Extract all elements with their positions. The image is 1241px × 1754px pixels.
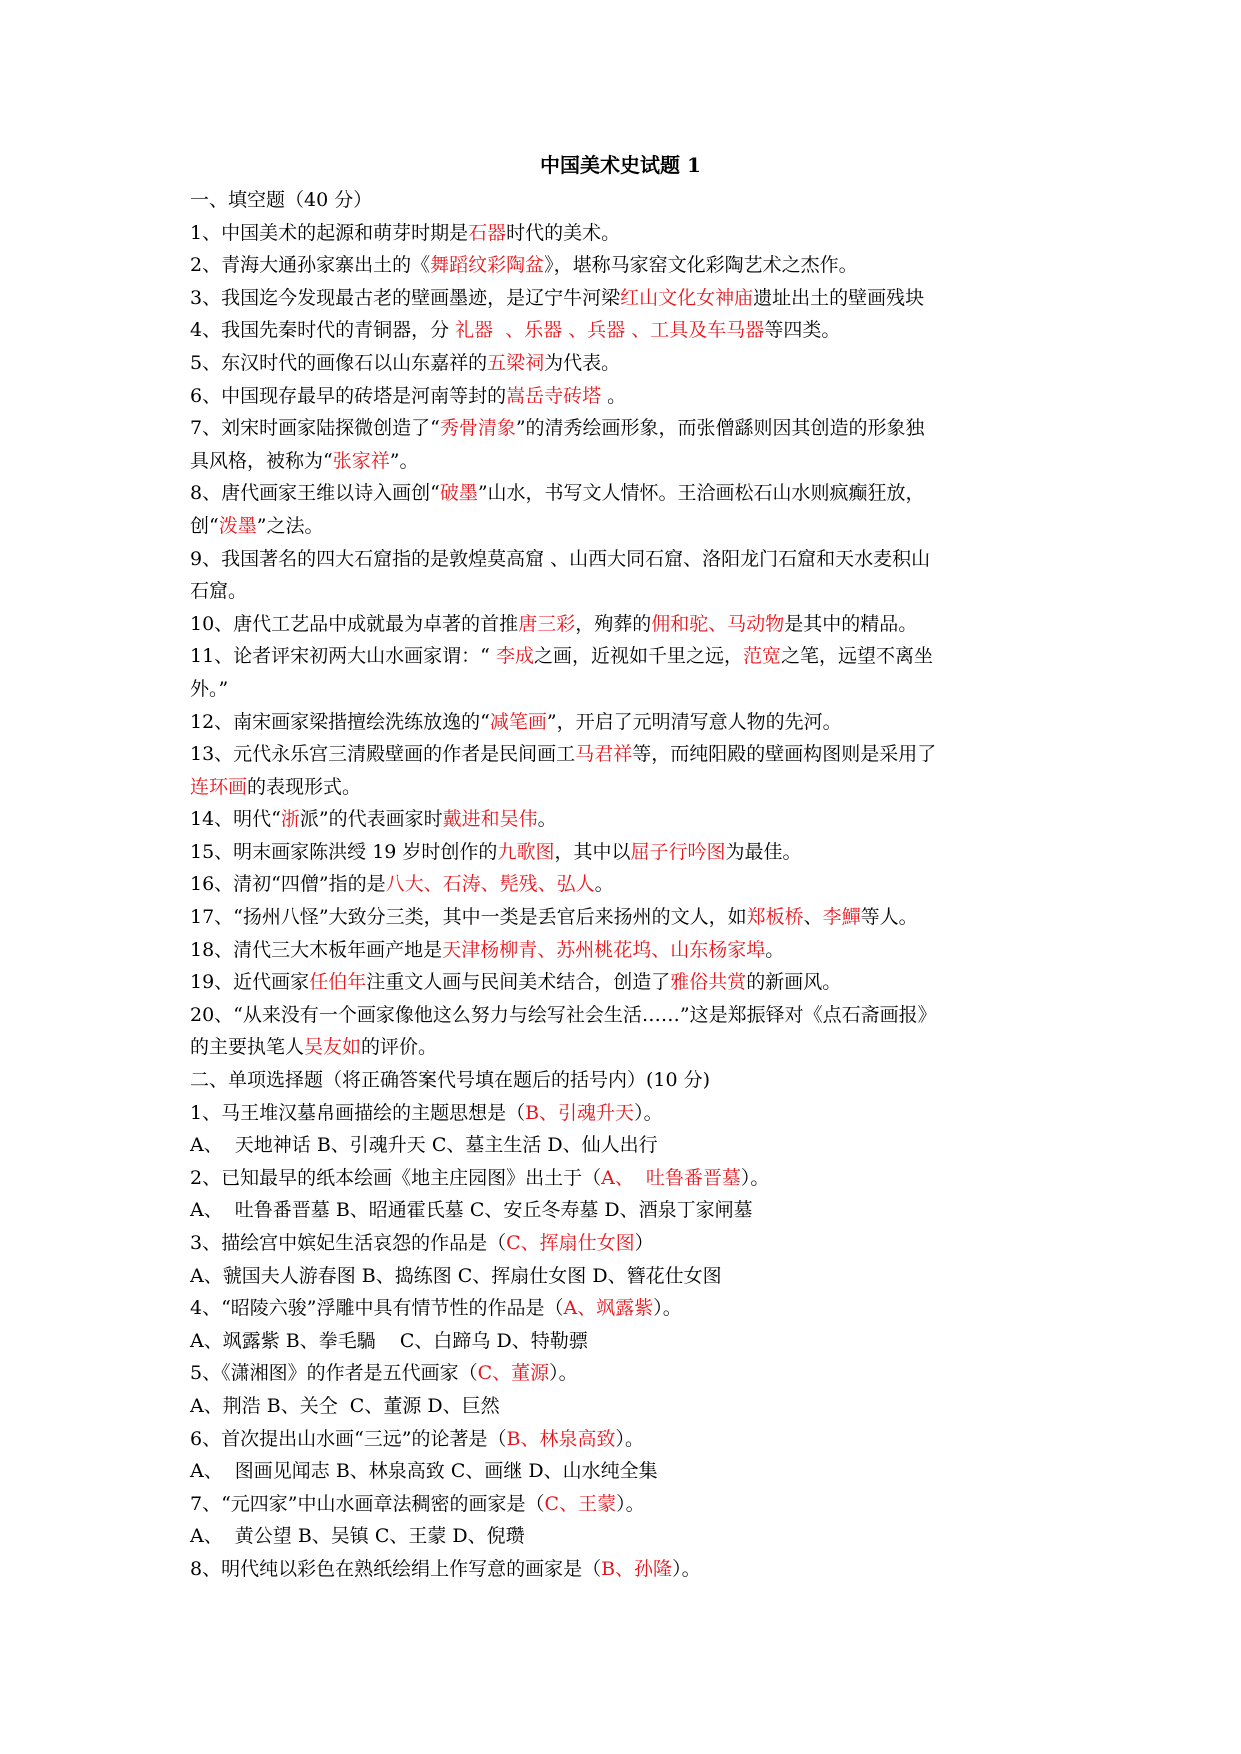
text-line [190, 184, 1060, 217]
question-text: 11、论者评宋初两大山水画家谓：“ [190, 645, 496, 668]
text-line [190, 1129, 1060, 1162]
answer-text: 唐三彩 [518, 612, 576, 635]
text-line [190, 575, 1060, 608]
answer-text: 舞蹈纹彩陶盆 [430, 254, 545, 277]
answer-text: A、飒露紫 [563, 1297, 654, 1320]
text-line [190, 1097, 1060, 1130]
question-text: ）。 [672, 1557, 701, 1580]
question-text: ”。 [389, 449, 419, 472]
question-text: 的表现形式。 [247, 775, 362, 798]
text-line [190, 477, 1060, 510]
text-line [190, 706, 1060, 739]
text-line [190, 1520, 1060, 1553]
answer-text: 任伯年 [309, 971, 367, 994]
document-body [190, 184, 1060, 1586]
question-text: 14、明代“ [190, 808, 281, 831]
question-text: ）。 [653, 1297, 682, 1320]
answer-text: 红山文化女神庙 [620, 286, 754, 309]
question-text: ”之法。 [256, 514, 324, 537]
question-text: 4、“昭陵六骏”浮雕中具有情节性的作品是（ [190, 1297, 564, 1320]
question-text: 是其中的精品。 [784, 612, 918, 635]
question-text: 注重文人画与民间美术结合，创造了 [366, 971, 671, 994]
question-text: 遗址出土的壁画残块 [753, 286, 925, 309]
answer-text: 九歌图 [497, 840, 555, 863]
question-text: ，殉葬的 [575, 612, 652, 635]
question-text: ，其中以 [554, 840, 631, 863]
question-text: 10、唐代工艺品中成就最为卓著的首推 [190, 612, 519, 635]
answer-text: A、 吐鲁番晋墓 [601, 1166, 741, 1189]
text-line [190, 640, 1060, 673]
answer-text: 张家祥 [332, 449, 390, 472]
question-text: 之笔，远望不离坐 [780, 645, 933, 668]
question-text: 等，而纯阳殿的壁画构图则是采用了 [632, 743, 937, 766]
text-line [190, 314, 1060, 347]
question-text: 8、唐代画家王维以诗入画创“ [190, 482, 440, 505]
text-line [190, 1031, 1060, 1064]
question-text: ”的清秀绘画形象，而张僧繇则因其创造的形象独 [515, 417, 925, 440]
question-text: 8、明代纯以彩色在熟纸绘绢上作写意的画家是（ [190, 1557, 602, 1580]
answer-text: 泼墨 [218, 514, 257, 537]
question-text: 。 [537, 808, 557, 831]
text-line [190, 1423, 1060, 1456]
question-text: 为代表。 [544, 351, 621, 374]
answer-text: 天津杨柳青、苏州桃花坞、山东杨家埠 [442, 938, 766, 961]
question-text: 》，堪称马家窑文化彩陶艺术之杰作。 [544, 254, 858, 277]
question-text: 等四类。 [764, 319, 841, 342]
question-text: 1、马王堆汉墓帛画描绘的主题思想是（ [190, 1101, 526, 1124]
question-text: 的主要执笔人 [190, 1036, 305, 1059]
question-text: 具风格，被称为“ [190, 449, 333, 472]
question-text: 6、首次提出山水画“三远”的论著是（ [190, 1427, 507, 1450]
question-text: 5、东汉时代的画像石以山东嘉祥的 [190, 351, 488, 374]
text-line [190, 445, 1060, 478]
question-text: ）。 [740, 1166, 770, 1189]
page-title: 中国美术史试题 1 [540, 153, 701, 177]
text-line [190, 803, 1060, 836]
text-line [190, 282, 1060, 315]
answer-text: 减笔画 [489, 710, 547, 733]
question-text: 1、中国美术的起源和萌芽时期是 [190, 221, 469, 244]
answer-text: 五梁祠 [487, 351, 545, 374]
question-text: ）。 [634, 1101, 663, 1124]
answer-text: 李成 [495, 645, 534, 668]
text-line [190, 1227, 1060, 1260]
text-line [190, 1064, 1060, 1097]
text-line [190, 1390, 1060, 1423]
answer-text: C、王蒙 [544, 1492, 617, 1515]
question-text: 6、中国现存最早的砖塔是河南等封的 [190, 384, 507, 407]
question-text: 20、“从来没有一个画家像他这么努力与绘写社会生活……”这是郑振铎对《点石斋画报》 [190, 1003, 937, 1026]
text-line [190, 1325, 1060, 1358]
question-text: 2、已知最早的纸本绘画《地主庄园图》出土于（ [190, 1166, 602, 1189]
answer-text: B、孙隆 [601, 1557, 673, 1580]
text-line [190, 868, 1060, 901]
question-text: 、 [803, 906, 823, 929]
answer-text: 浙 [280, 808, 300, 831]
question-text: 等人。 [860, 906, 918, 929]
text-line [190, 217, 1060, 250]
answer-text: 范宽 [742, 645, 781, 668]
question-text: 3、描绘宫中嫔妃生活哀怨的作品是（ [190, 1232, 507, 1254]
answer-text: 佣和驼、马动物 [651, 612, 785, 635]
text-line [190, 608, 1060, 641]
question-text: 派”的代表画家时 [299, 808, 443, 831]
question-text: A、荆浩 B、关仝 C、董源 D、巨然 [190, 1394, 500, 1417]
text-line [190, 999, 1060, 1032]
answer-text: C、挥扇仕女图 [506, 1232, 635, 1254]
text-line [190, 673, 1060, 706]
answer-text: 秀骨清象 [439, 417, 516, 440]
text-line [190, 738, 1060, 771]
question-text: 二、单项选择题（将正确答案代号填在题后的括号内）(10 分) [190, 1069, 711, 1092]
text-line [190, 510, 1060, 543]
question-text: 一、填空题（40 分） [190, 189, 373, 211]
question-text: 2、青海大通孙家寨出土的《 [190, 254, 431, 277]
text-line [190, 934, 1060, 967]
question-text: 15、明末画家陈洪绶 19 岁时创作的 [190, 840, 498, 863]
answer-text: 礼器 、乐器 、兵器 、工具及车马器 [455, 319, 765, 342]
answer-text: 破墨 [439, 482, 478, 505]
question-text: 的新画风。 [746, 971, 842, 994]
question-text: A、 图画见闻志 B、林泉高致 C、画继 D、山水纯全集 [190, 1460, 658, 1483]
question-text: 石窟。 [190, 580, 248, 603]
text-line [190, 347, 1060, 380]
answer-text: 李鱓 [822, 906, 861, 929]
question-text: 17、“扬州八怪”大致分三类，其中一类是丢官后来扬州的文人，如 [190, 906, 747, 929]
question-text: ）。 [615, 1427, 645, 1450]
question-text: 13、元代永乐宫三清殿壁画的作者是民间画工 [190, 743, 576, 766]
answer-text: 嵩岳寺砖塔 [506, 384, 602, 407]
text-line [190, 1260, 1060, 1293]
question-text: A、飒露紫 B、拳毛騧 C、白蹄乌 D、特勒骠 [190, 1329, 588, 1352]
question-text: A、虢国夫人游春图 B、捣练图 C、挥扇仕女图 D、簪花仕女图 [190, 1264, 722, 1287]
text-line [190, 1162, 1060, 1195]
question-text: ）。 [616, 1492, 645, 1515]
answer-text: 马君祥 [575, 743, 633, 766]
answer-text: 屈子行吟图 [630, 840, 726, 863]
answer-text: 雅俗共赏 [670, 971, 747, 994]
text-line [190, 1455, 1060, 1488]
text-line [190, 771, 1060, 804]
question-text: 5、《潇湘图》的作者是五代画家（ [190, 1362, 478, 1385]
question-text: 外。” [190, 677, 229, 700]
question-text: 19、近代画家 [190, 971, 310, 994]
question-text: 7、“元四家”中山水画章法稠密的画家是（ [190, 1492, 545, 1515]
answer-text: 石器 [468, 221, 507, 244]
answer-text: C、董源 [477, 1362, 550, 1385]
answer-text: 郑板桥 [746, 906, 804, 929]
answer-text: 八大、石涛、髡残、弘人 [385, 873, 595, 896]
question-text: ”，开启了元明清写意人物的先河。 [546, 710, 842, 733]
text-line [190, 966, 1060, 999]
question-text: 。 [765, 938, 785, 961]
text-line [190, 1357, 1060, 1390]
question-text: 时代的美术。 [506, 221, 621, 244]
text-line [190, 543, 1060, 576]
question-text: ）。 [549, 1362, 578, 1385]
question-text: 7、刘宋时画家陆探微创造了“ [190, 417, 440, 440]
text-line [190, 836, 1060, 869]
text-line [190, 1194, 1060, 1227]
text-line [190, 380, 1060, 413]
question-text: A、 吐鲁番晋墓 B、昭通霍氏墓 C、安丘冬寿墓 D、酒泉丁家闸墓 [190, 1199, 753, 1222]
question-text: 3、我国迄今发现最古老的壁画墨迹，是辽宁牛河梁 [190, 286, 621, 309]
text-line [190, 249, 1060, 282]
question-text: 9、我国著名的四大石窟指的是敦煌莫高窟 、山西大同石窟、洛阳龙门石窟和天水麦积山 [190, 547, 931, 570]
question-text: 4、我国先秦时代的青铜器，分 [190, 319, 456, 342]
question-text: ”山水，书写文人情怀。王洽画松石山水则疯癫狂放， [477, 482, 925, 505]
text-line [190, 412, 1060, 445]
question-text: 的评价。 [361, 1036, 438, 1059]
answer-text: B、引魂升天 [525, 1101, 635, 1124]
question-text: 之画，近视如千里之远， [533, 645, 743, 668]
question-text: 12、南宋画家梁揩擅绘洗练放逸的“ [190, 710, 490, 733]
answer-text: 戴进和吴伟 [442, 808, 538, 831]
question-text: 。 [594, 873, 614, 896]
text-line [190, 1488, 1060, 1521]
question-text: 。 [601, 384, 627, 407]
question-text: 为最佳。 [725, 840, 802, 863]
text-line [190, 1292, 1060, 1325]
question-text: 16、清初“四僧”指的是 [190, 873, 386, 896]
question-text: A、 黄公望 B、吴镇 C、王蒙 D、倪瓒 [190, 1525, 525, 1548]
text-line [190, 901, 1060, 934]
question-text: 创“ [190, 514, 219, 537]
question-text: 18、清代三大木板年画产地是 [190, 938, 443, 961]
answer-text: B、林泉高致 [506, 1427, 616, 1450]
question-text: A、 天地神话 B、引魂升天 C、墓主生活 D、仙人出行 [190, 1134, 658, 1157]
text-line [190, 1553, 1060, 1586]
answer-text: 吴友如 [304, 1036, 362, 1059]
question-text: ） [634, 1232, 654, 1254]
answer-text: 连环画 [190, 775, 248, 798]
